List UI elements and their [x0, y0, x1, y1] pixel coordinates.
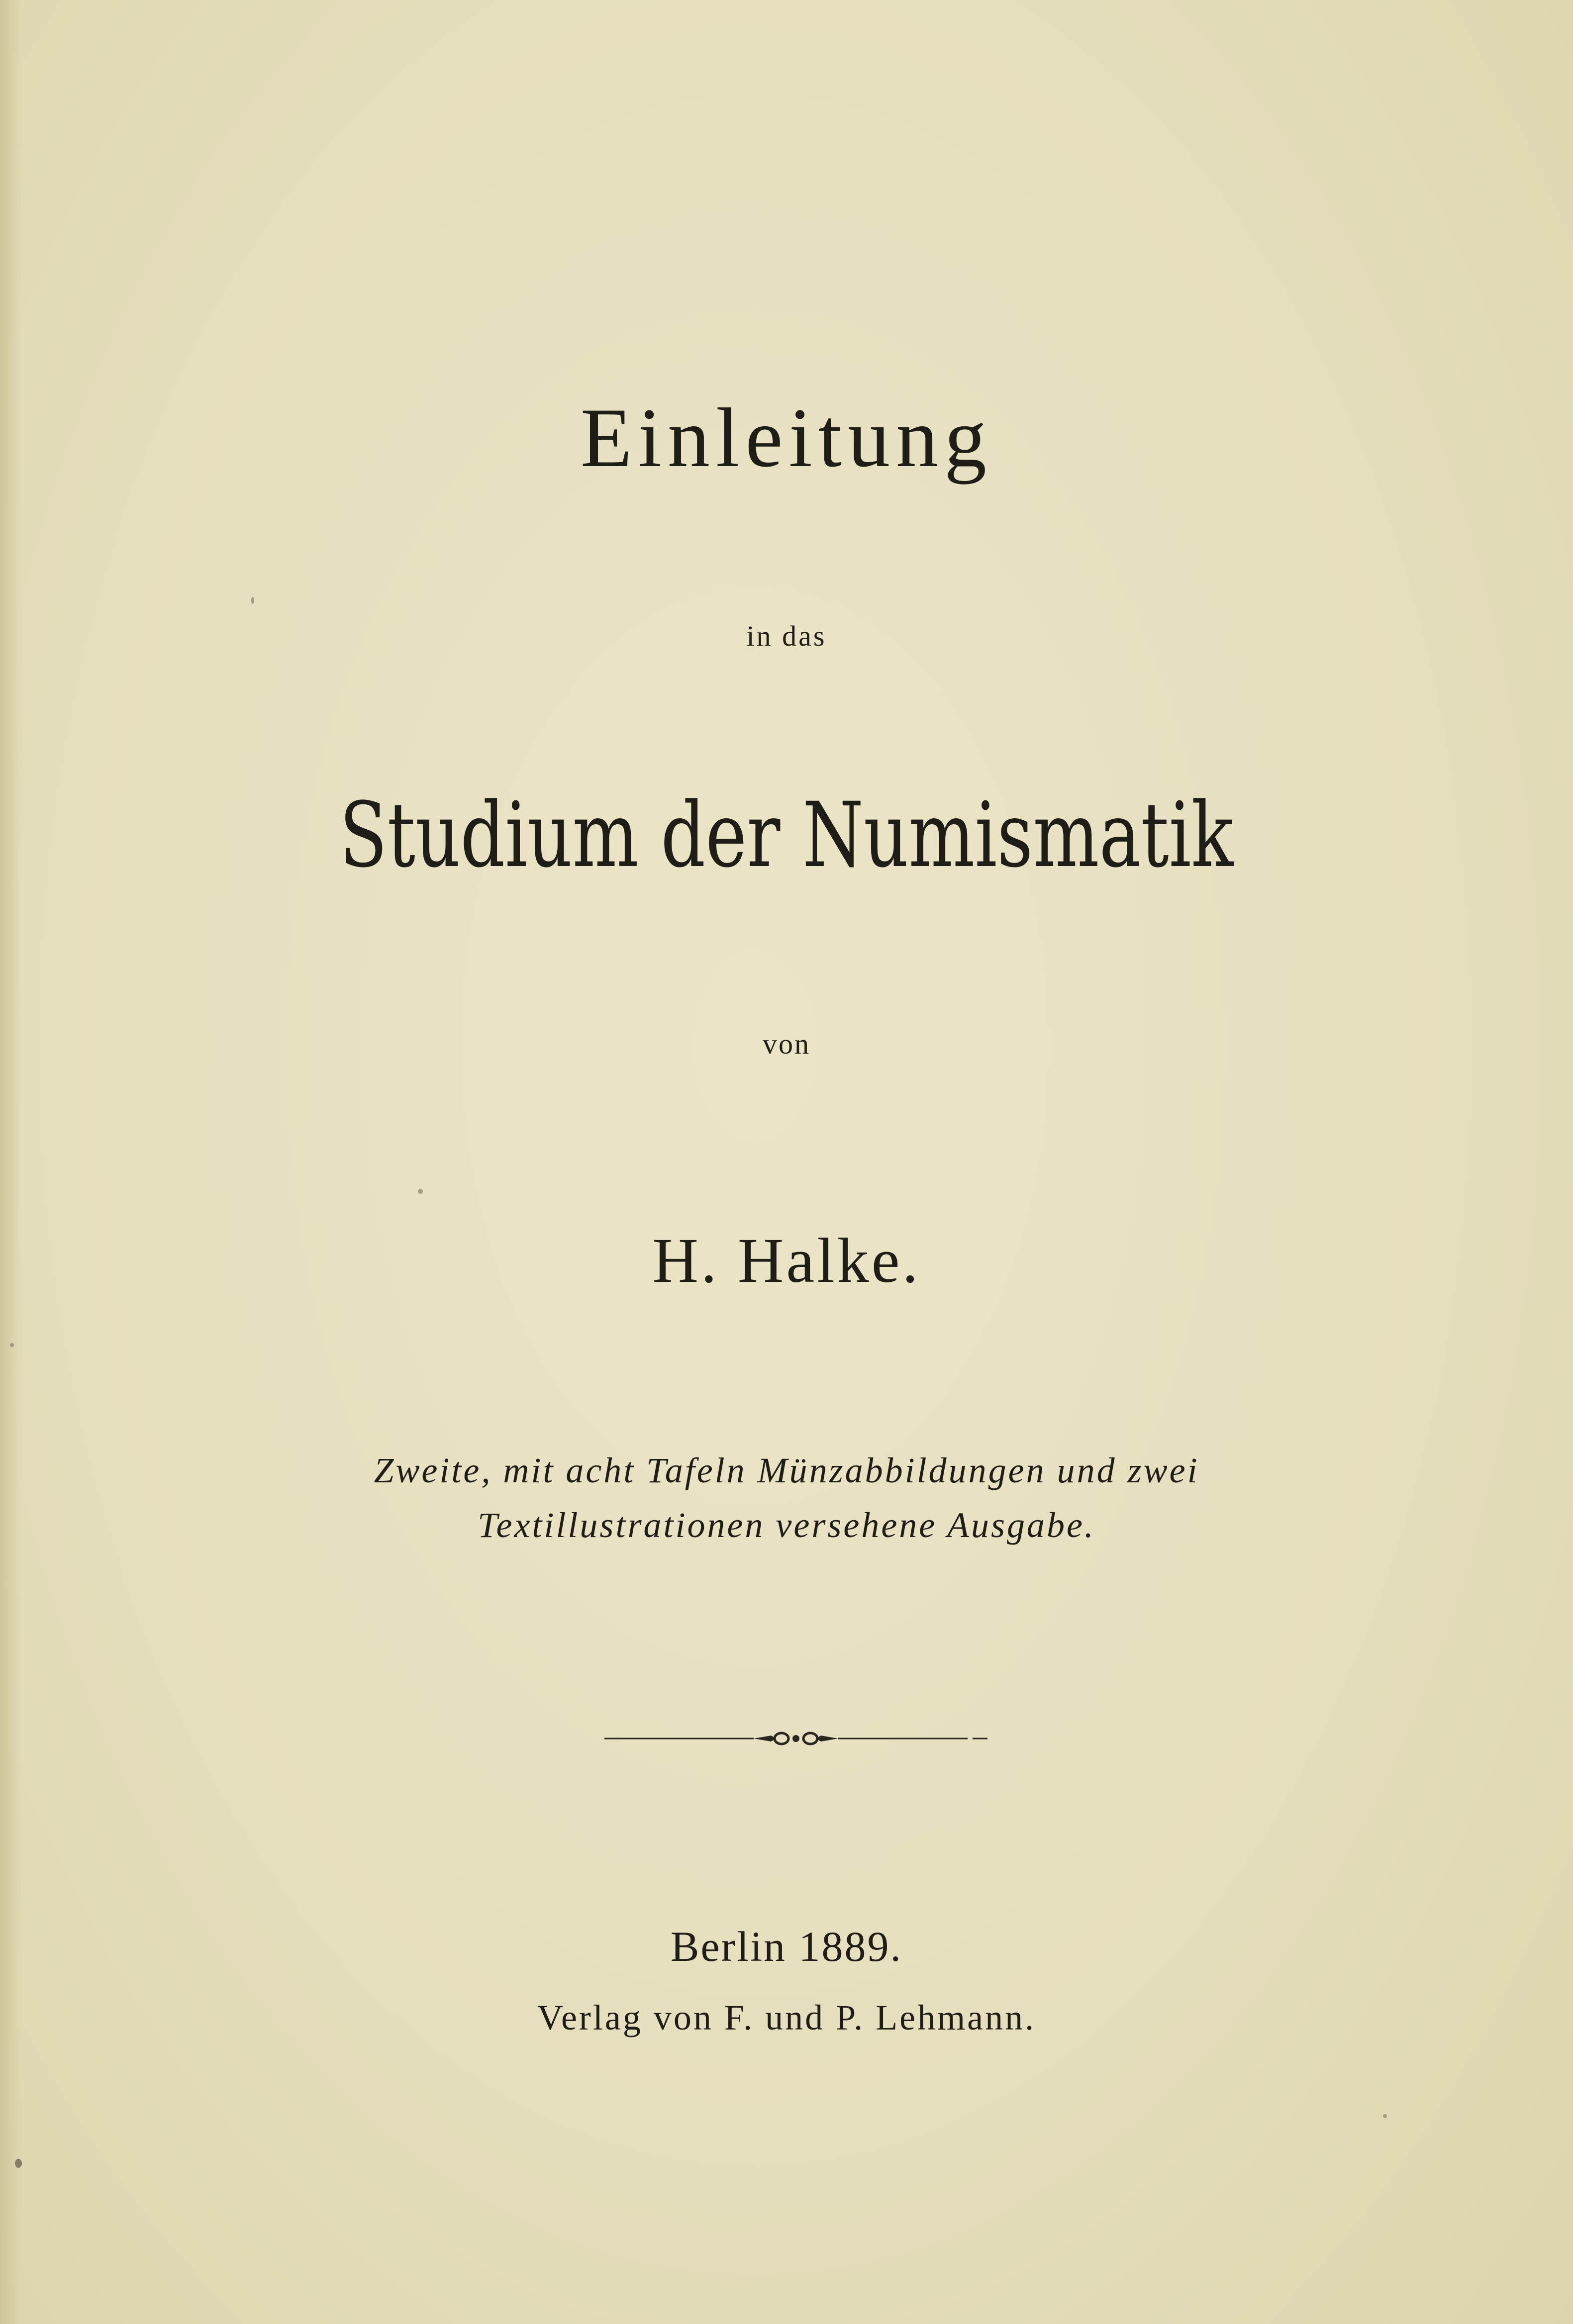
author-connector-von: von — [763, 1028, 810, 1060]
paper-speck — [10, 1343, 14, 1347]
paper-speck — [418, 1189, 423, 1194]
rule-ornament-icon — [604, 1726, 987, 1751]
paper-speck — [1383, 2114, 1387, 2118]
book-title-line2: Studium der Numismatik — [339, 783, 1234, 887]
page-edge-shadow — [0, 0, 22, 2324]
edition-note-line2: Textillustrationen versehene Ausgabe. — [478, 1505, 1095, 1545]
paper-speck — [15, 2159, 22, 2168]
edition-note-line1: Zweite, mit acht Tafeln Münzabbildungen und zwei — [374, 1451, 1199, 1490]
author-name: H. Halke. — [652, 1225, 921, 1296]
publisher-line: Verlag von F. und P. Lehmann. — [537, 1998, 1036, 2037]
title-connector-in-das: in das — [746, 620, 827, 652]
paper-speck — [251, 597, 254, 604]
book-title-line1: Einleitung — [580, 391, 993, 484]
publication-place-year: Berlin 1889. — [671, 1923, 902, 1970]
